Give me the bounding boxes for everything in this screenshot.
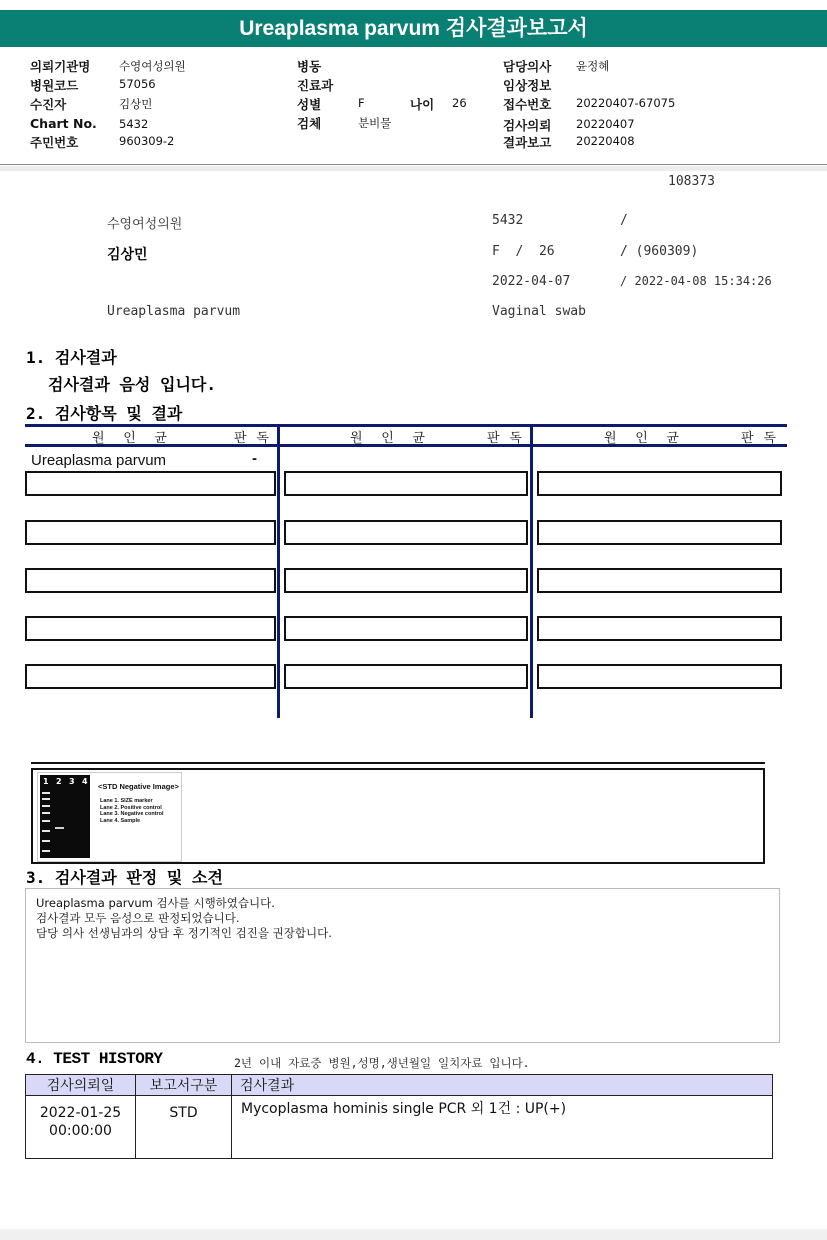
- pathogen-result: -: [252, 450, 257, 467]
- specimen-label: 검체: [297, 116, 322, 131]
- patient-value: 김상민: [119, 97, 153, 111]
- gel-lane-4: 4: [82, 777, 88, 786]
- department-label: 진료과: [297, 78, 334, 93]
- age-label: 나이: [410, 97, 435, 112]
- history-note: 2년 이내 자료중 병원,성명,생년월일 일치자료 입니다.: [234, 1056, 530, 1070]
- section3-title: 3. 검사결과 판정 및 소견: [26, 868, 223, 887]
- request-date-value: 20220407: [576, 117, 635, 131]
- history-result: Mycoplasma hominis single PCR 외 1건 : UP(+): [232, 1096, 773, 1159]
- sex-label: 성별: [297, 97, 322, 112]
- opinion-box: [25, 888, 780, 1043]
- ward-label: 병동: [297, 59, 322, 74]
- clinical-info-label: 임상정보: [503, 78, 552, 93]
- gel-band: [42, 805, 50, 807]
- chart-no-label: Chart No.: [30, 116, 97, 131]
- section1-result-text: 검사결과 음성 입니다.: [48, 375, 217, 394]
- gel-lane-2: 2: [56, 777, 62, 786]
- gel-legend-item: Lane 3. Negative control: [100, 811, 164, 817]
- col-pathogen-header-1: 원 인 균: [92, 431, 168, 446]
- opinion-line: 검사결과 모두 음성으로 판정되었습니다.: [36, 911, 240, 925]
- sex-value: F: [358, 96, 365, 110]
- report-date-label: 결과보고: [503, 135, 552, 150]
- gel-band: [42, 840, 50, 842]
- result-box: [25, 664, 276, 689]
- request-date-label: 검사의뢰: [503, 118, 552, 133]
- rrn-label: 주민번호: [30, 135, 79, 150]
- gel-band: [42, 850, 50, 852]
- col-result-header-3: 판 독: [741, 431, 777, 446]
- result-box: [537, 471, 782, 496]
- gel-band-positive: [55, 827, 64, 829]
- summary-patient: 김상민: [107, 247, 148, 263]
- gel-band: [42, 820, 50, 822]
- result-box: [537, 616, 782, 641]
- gel-band: [42, 830, 50, 832]
- summary-specimen: Vaginal swab: [492, 304, 586, 319]
- section2-title: 2. 검사항목 및 결과: [26, 404, 183, 423]
- hospital-value: 수영여성의원: [119, 59, 186, 73]
- result-box: [537, 664, 782, 689]
- summary-request-date: 2022-04-07: [492, 274, 571, 289]
- history-col-date: 검사의뢰일: [26, 1075, 136, 1096]
- header-divider: [0, 164, 827, 165]
- hospital-code-value: 57056: [119, 77, 156, 91]
- history-date: 2022-01-25: [39, 1105, 122, 1121]
- summary-birth: / (960309): [620, 244, 699, 259]
- chart-no-value: 5432: [119, 117, 149, 131]
- table-row: [26, 1096, 773, 1159]
- report-date-value: 20220408: [576, 134, 635, 148]
- history-header-row: [26, 1075, 773, 1096]
- result-box: [284, 471, 528, 496]
- receipt-no-label: 접수번호: [503, 97, 552, 112]
- result-box: [25, 471, 276, 496]
- gel-legend-item: Lane 1. SIZE marker: [100, 798, 153, 804]
- summary-slash: /: [620, 213, 628, 228]
- summary-sex-age: F / 26: [492, 244, 555, 259]
- rrn-value: 960309-2: [119, 134, 175, 148]
- gel-legend-item: Lane 4. Sample: [100, 817, 141, 824]
- summary-chart: 5432: [492, 213, 524, 228]
- receipt-no-value: 20220407-67075: [576, 96, 676, 110]
- history-time: 00:00:00: [49, 1123, 112, 1139]
- summary-hospital: 수영여성의원: [107, 217, 183, 232]
- result-box: [284, 616, 528, 641]
- gel-legend-item: Lane 2. Positive control: [100, 804, 162, 811]
- doctor-value: 윤정혜: [576, 59, 610, 73]
- gel-photo: [40, 775, 90, 858]
- header-gray-band: [0, 166, 827, 171]
- summary-report-datetime: / 2022-04-08 15:34:26: [620, 274, 772, 288]
- col-pathogen-header-3: 원 인 균: [604, 431, 680, 446]
- summary-test: Ureaplasma parvum: [107, 304, 241, 319]
- history-type: STD: [136, 1096, 232, 1159]
- history-col-result: 검사결과: [232, 1075, 773, 1096]
- result-box: [25, 616, 276, 641]
- result-box: [537, 520, 782, 545]
- age-value: 26: [452, 96, 467, 110]
- patient-label: 수진자: [30, 97, 67, 112]
- footer-gray-band: [0, 1229, 827, 1240]
- gel-lane-3: 3: [69, 777, 75, 786]
- specimen-value: 분비물: [358, 116, 392, 130]
- gel-band: [42, 792, 50, 794]
- opinion-text: [36, 896, 332, 941]
- gel-divider: [31, 762, 765, 764]
- gel-band: [42, 798, 50, 800]
- section1-title: 1. 검사결과: [26, 348, 117, 367]
- result-box: [25, 568, 276, 593]
- results-table-divider-2: [530, 424, 533, 718]
- result-box: [25, 520, 276, 545]
- pathogen-name: Ureaplasma parvum: [31, 452, 167, 469]
- gel-band: [42, 812, 50, 814]
- history-table: [25, 1074, 773, 1159]
- col-result-header-2: 판 독: [487, 431, 523, 446]
- results-table-divider-1: [277, 424, 280, 718]
- opinion-line: 담당 의사 선생님과의 상담 후 정기적인 검진을 권장합니다.: [36, 926, 332, 940]
- hospital-code-label: 병원코드: [30, 78, 79, 93]
- gel-caption-title: <STD Negative Image>: [98, 782, 179, 791]
- opinion-line: Ureaplasma parvum 검사를 시행하였습니다.: [36, 896, 275, 910]
- result-box: [537, 568, 782, 593]
- result-box: [284, 520, 528, 545]
- document-number: 108373: [668, 174, 715, 189]
- history-date-cell: [26, 1096, 136, 1159]
- doctor-label: 담당의사: [503, 59, 552, 74]
- section4-title: 4. TEST HISTORY: [26, 1050, 163, 1068]
- result-box: [284, 568, 528, 593]
- gel-lane-1: 1: [43, 777, 49, 786]
- col-result-header-1: 판 독: [234, 431, 270, 446]
- history-col-type: 보고서구분: [136, 1075, 232, 1096]
- result-box: [284, 664, 528, 689]
- report-title: Ureaplasma parvum 검사결과보고서: [0, 10, 827, 47]
- gel-legend: [100, 798, 164, 824]
- hospital-label: 의뢰기관명: [30, 59, 91, 74]
- col-pathogen-header-2: 원 인 균: [350, 431, 426, 446]
